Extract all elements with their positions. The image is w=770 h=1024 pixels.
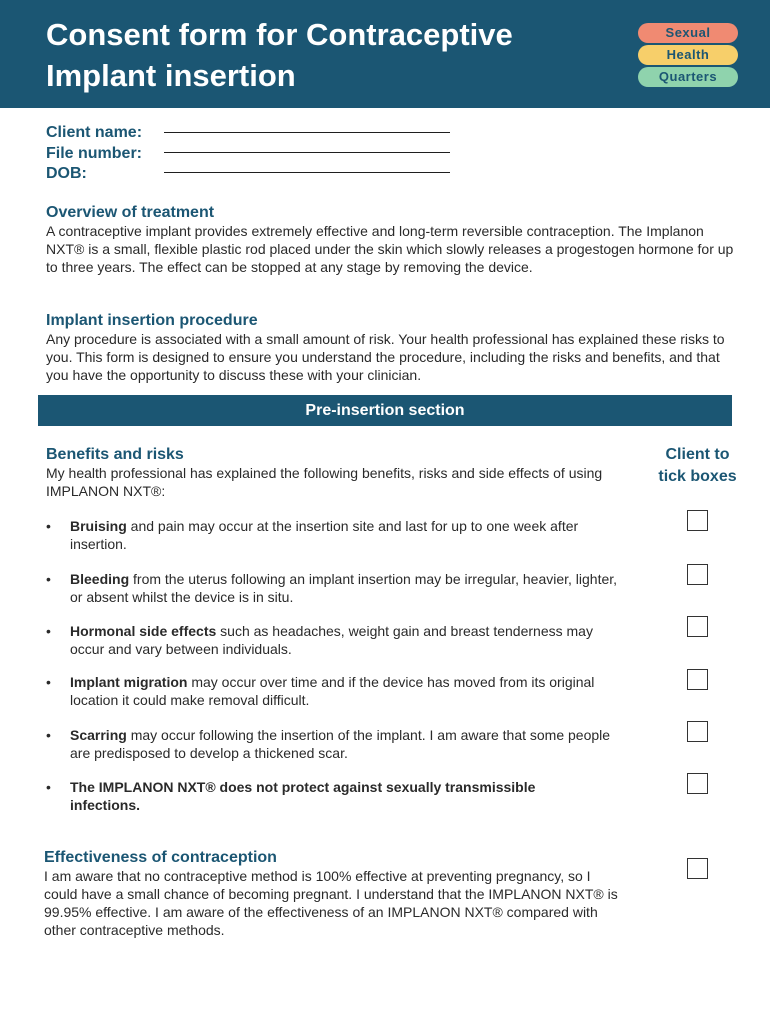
bullet-icon: •	[46, 727, 51, 743]
logo-word-health: Health	[638, 45, 738, 65]
procedure-heading: Implant insertion procedure	[46, 312, 258, 329]
tick-box-bruising[interactable]	[687, 510, 708, 531]
client-name-label: Client name:	[46, 124, 143, 141]
item-bold: Implant migration	[70, 674, 188, 690]
logo-word-quarters: Quarters	[638, 67, 738, 87]
item-bold: Bruising	[70, 518, 127, 534]
benefits-intro: My health professional has explained the following benefits, risks and side effects of using IMPLANON NXT®:	[46, 465, 603, 499]
bullet-icon: •	[46, 571, 51, 587]
item-text: and pain may occur at the insertion site and last for up to one week after insertion.	[70, 518, 579, 552]
dob-label: DOB:	[46, 165, 87, 182]
overview-text: A contraceptive implant provides extremely effective and long-term reversible contraception. The Implanon NXT® is a small, flexible plastic rod placed under the skin which slowly releases a progestogen hormone for up to three years. The effect can be stopped at any stage by removing the device.	[46, 223, 734, 275]
pre-insertion-banner: Pre-insertion section	[38, 395, 732, 426]
item-bold: The IMPLANON NXT® does not protect against sexually transmissible infections.	[70, 779, 536, 813]
dob-field[interactable]	[164, 172, 450, 173]
item-text: may occur following the insertion of the implant. I am aware that some people are predisposed to develop a thickened scar.	[70, 727, 611, 761]
effectiveness-text: I am aware that no contraceptive method is 100% effective at preventing pregnancy, so I could have a small chance of becoming pregnant. I understand that the IMPLANON NXT® is 99.95% effective. I am aware of the effectiveness of an IMPLANON NXT® compared with other contraceptive methods.	[44, 868, 618, 938]
tick-box-effectiveness[interactable]	[687, 858, 708, 879]
logo	[638, 23, 738, 89]
tick-column-header: Client to tick boxes	[658, 446, 737, 485]
overview-heading: Overview of treatment	[46, 204, 215, 221]
tick-box-scarring[interactable]	[687, 721, 708, 742]
bullet-icon: •	[46, 623, 51, 639]
bullet-icon: •	[46, 779, 51, 795]
tick-box-bleeding[interactable]	[687, 564, 708, 585]
effectiveness-heading: Effectiveness of contraception	[44, 849, 277, 866]
bullet-icon: •	[46, 674, 51, 690]
item-text: may occur over time and if the device has moved from its original location it could make removal difficult.	[70, 674, 595, 708]
tick-box-migration[interactable]	[687, 669, 708, 690]
tick-box-sti[interactable]	[687, 773, 708, 794]
page-title: Consent form for Contraceptive Implant insertion	[46, 17, 513, 93]
logo-word-sexual: Sexual	[638, 23, 738, 43]
item-bold: Scarring	[70, 727, 127, 743]
tick-box-hormonal[interactable]	[687, 616, 708, 637]
item-bold: Hormonal side effects	[70, 623, 217, 639]
file-number-field[interactable]	[164, 152, 450, 153]
item-text: from the uterus following an implant insertion may be irregular, heavier, lighter, or absent whilst the device is in situ.	[70, 571, 618, 605]
file-number-label: File number:	[46, 145, 143, 162]
header-bar	[0, 0, 770, 108]
item-bold: Bleeding	[70, 571, 130, 587]
benefits-heading: Benefits and risks	[46, 446, 184, 463]
procedure-text: Any procedure is associated with a small amount of risk. Your health professional has explained these risks to you. This form is designed to ensure you understand the procedure, including the risks and benefits, and that you have the opportunity to discuss these with your clinician.	[46, 331, 725, 383]
client-name-field[interactable]	[164, 132, 450, 133]
item-text: such as headaches, weight gain and breast tenderness may occur and vary between individuals.	[70, 623, 593, 657]
bullet-icon: •	[46, 518, 51, 534]
